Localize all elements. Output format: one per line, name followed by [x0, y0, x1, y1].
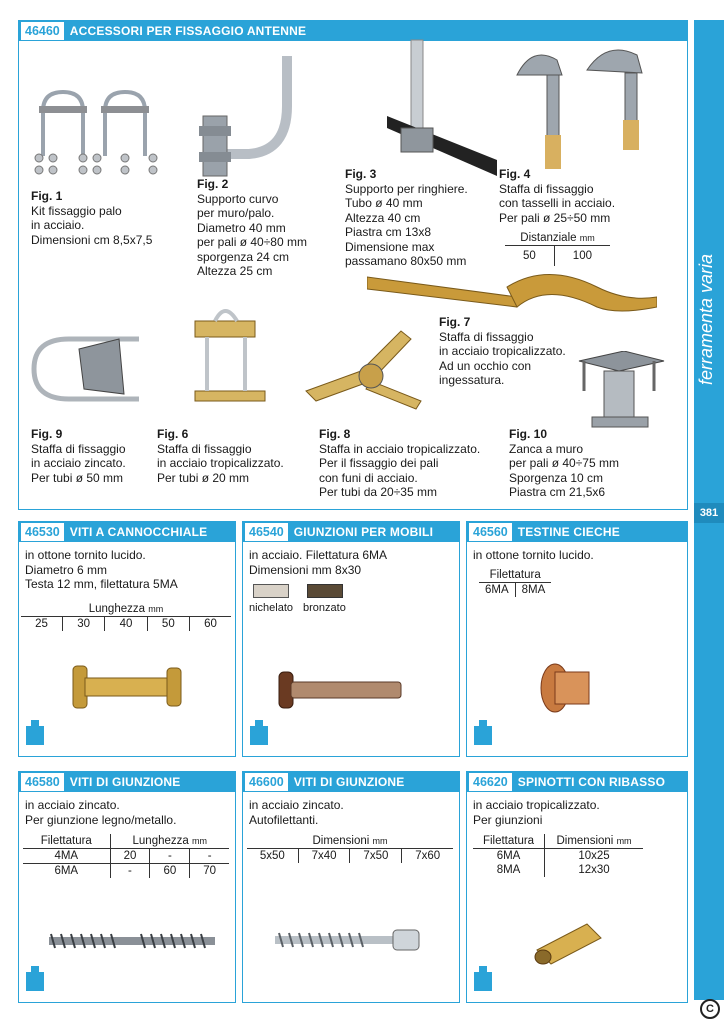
product-code: 46580 [21, 773, 64, 791]
thread-table: Filettatura 6MA 8MA [479, 568, 551, 597]
section-header [467, 772, 687, 792]
section-header [19, 772, 235, 792]
length-table: Lunghezza mm 25 30 40 50 60 [21, 602, 231, 631]
product-code: 46530 [21, 523, 64, 541]
section-title: TESTINE CIECHE [517, 525, 620, 539]
spray-can-icon [23, 964, 47, 992]
fig6-caption: Fig. 6 Staffa di fissaggio in acciaio tropicalizzato. Per tubi ø 20 mm [157, 427, 284, 485]
swatch-label-nichelato: nichelato [249, 602, 294, 614]
fig6-tropicalized-bracket-image [187, 301, 277, 421]
furniture-joint-image [277, 670, 417, 710]
product-code: 46540 [245, 523, 288, 541]
section-title: SPINOTTI CON RIBASSO [517, 775, 666, 789]
section-header [243, 772, 459, 792]
fig4-spacer-table: Distanziale mm 50 100 [505, 231, 610, 266]
size-table: Filettatura Lunghezza mm 4MA 20 - - 6MA - 60 70 [23, 834, 229, 878]
fig2-caption: Fig. 2 Supporto curvo per muro/palo. Diametro 40 mm per pali ø 40÷80 mm sporgenza 24 cm Altezza 25 cm [197, 177, 307, 278]
spray-can-icon [247, 718, 271, 746]
finish-swatch-bronzato [307, 584, 343, 598]
fig1-caption: Fig. 1 Kit fissaggio palo in acciaio. Dimensioni cm 8,5x7,5 [31, 189, 153, 247]
spray-can-icon [471, 964, 495, 992]
fig7-caption: Fig. 7 Staffa di fissaggio in acciaio tropicalizzato. Ad un occhio con ingessatura. [439, 315, 566, 387]
fig8-caption: Fig. 8 Staffa in acciaio tropicalizzato. Per il fissaggio dei pali con funi di acciaio. Per tubi da 20÷35 mm [319, 427, 481, 499]
product-description: in acciaio tropicalizzato. Per giunzioni [473, 798, 600, 827]
joint-screw-image [47, 932, 217, 950]
swatch-label-bronzato: bronzato [303, 602, 346, 614]
fig4-caption: Fig. 4 Staffa di fissaggio con tasselli in acciaio. Per pali ø 25÷50 mm [499, 167, 616, 225]
page-number: 381 [694, 503, 724, 523]
fig1-ubolt-image [33, 86, 173, 186]
product-code: 46460 [21, 22, 64, 40]
category-label: ferramenta varia [696, 253, 716, 385]
dimension-table: Dimensioni mm 5x50 7x40 7x50 7x60 [247, 834, 453, 863]
product-code: 46620 [469, 773, 512, 791]
fig10-caption: Fig. 10 Zanca a muro per pali ø 40÷75 mm Sporgenza 10 cm Piastra cm 21,5x6 [509, 427, 619, 499]
section-title: VITI A CANNOCCHIALE [69, 525, 208, 539]
fig3-caption: Fig. 3 Supporto per ringhiere. Tubo ø 40 mm Altezza 40 cm Piastra cm 13x8 Dimensione max passamano 80x50 mm [345, 167, 468, 268]
fig3-railing-support-image [387, 36, 497, 176]
section-46560 [466, 521, 688, 757]
product-description: in ottone tornito lucido. Diametro 6 mm Testa 12 mm, filettatura 5MA [25, 548, 178, 591]
fig2-curved-support-image [199, 56, 309, 186]
section-46540 [242, 521, 460, 757]
fig8-cable-bracket-image [301, 321, 431, 411]
fig9-galvanized-bracket-image [29, 329, 159, 409]
product-code: 46600 [245, 773, 288, 791]
section-46620 [466, 771, 688, 1003]
section-header [243, 522, 459, 542]
section-header [19, 522, 235, 542]
product-description: in acciaio. Filettatura 6MA Dimensioni mm 8x30 [249, 548, 388, 577]
section-title: VITI DI GIUNZIONE [293, 775, 405, 789]
dowel-pin-image [527, 920, 607, 966]
spray-can-icon [471, 718, 495, 746]
product-description: in ottone tornito lucido. [473, 548, 594, 562]
telescopic-screw-image [63, 662, 193, 712]
product-description: in acciaio zincato. Per giunzione legno/metallo. [25, 798, 177, 827]
fig9-caption: Fig. 9 Staffa di fissaggio in acciaio zincato. Per tubi ø 50 mm [31, 427, 126, 485]
brand-logo-icon: C [700, 999, 720, 1019]
blind-cap-image [537, 660, 597, 716]
section-title: VITI DI GIUNZIONE [69, 775, 181, 789]
product-code: 46560 [469, 523, 512, 541]
section-46580 [18, 771, 236, 1003]
section-46600 [242, 771, 460, 1003]
spray-can-icon [23, 718, 47, 746]
product-description: in acciaio zincato. Autofilettanti. [249, 798, 344, 827]
section-title: GIUNZIONI PER MOBILI [293, 525, 434, 539]
section-46460 [18, 20, 688, 510]
fig4-bracket-anchors-image [507, 25, 667, 175]
fig10-wall-bracket-image [574, 351, 669, 431]
section-header [467, 522, 687, 542]
self-tapping-screw-image [273, 928, 423, 952]
dimension-table: Filettatura Dimensioni mm 6MA 10x25 8MA 12x30 [473, 834, 643, 877]
finish-swatch-nichelato [253, 584, 289, 598]
section-title: ACCESSORI PER FISSAGGIO ANTENNE [69, 24, 307, 38]
section-46530 [18, 521, 236, 757]
